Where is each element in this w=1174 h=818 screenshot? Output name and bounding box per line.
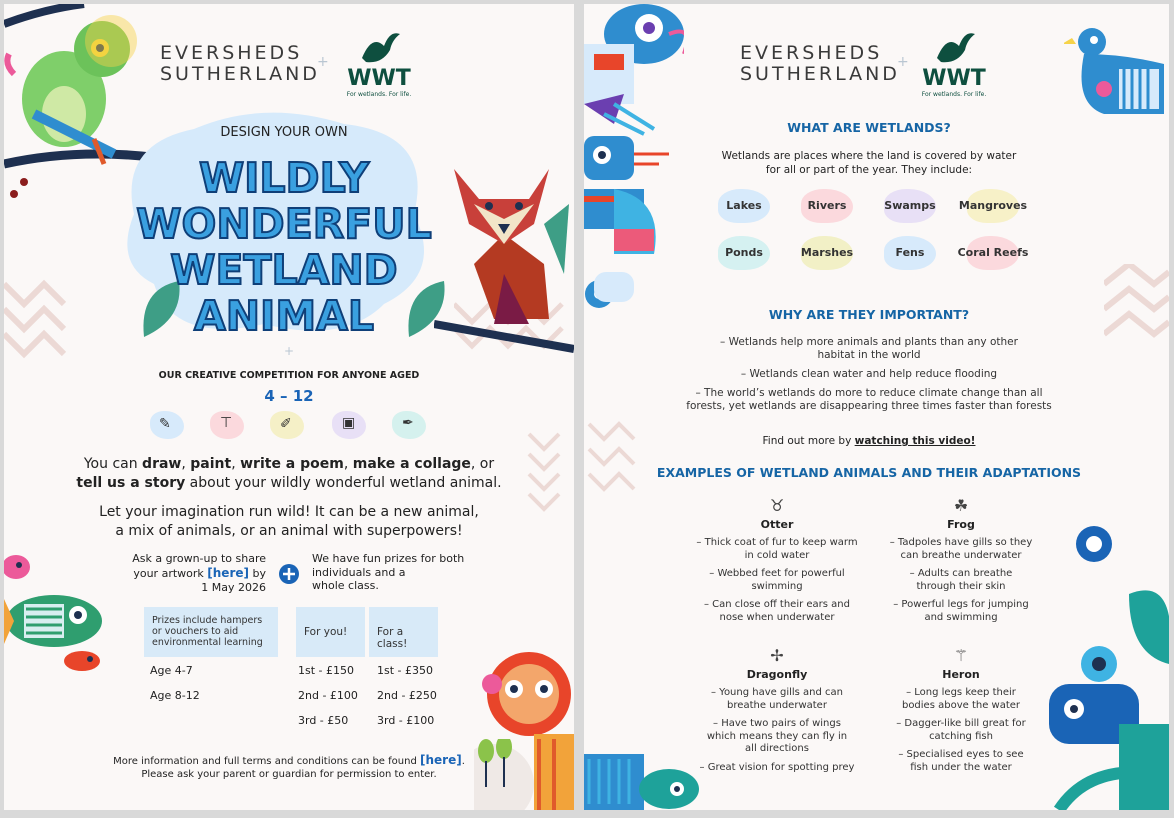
plus-separator: + [317, 54, 329, 70]
fish-illustration [4, 549, 114, 679]
table-cell-class: 1st - £350 [377, 664, 433, 677]
imagination-line-2: a mix of animals, or an animal with superpowers! [115, 523, 463, 539]
share-mid: your artwork [133, 567, 208, 580]
table-cell-you: 3rd - £50 [298, 714, 349, 727]
eversheds-line1: EVERSHEDS [740, 42, 883, 64]
why-list [669, 336, 1069, 419]
animal-card-dragonfly [687, 646, 867, 780]
animal-fact [687, 687, 867, 712]
wetland-type [948, 199, 1038, 212]
fact-line: bodies above the water [901, 699, 1021, 711]
pen-icon: ✐ [280, 416, 292, 432]
title-line-2: WONDERFUL [136, 200, 432, 248]
animal-fact [871, 568, 1051, 593]
intro-sep: , or [470, 456, 495, 472]
eversheds-line2: SUTHERLAND [740, 63, 900, 85]
intro-sep: , [231, 456, 241, 472]
fact-line: can breathe underwater [900, 549, 1022, 561]
wetland-label: Swamps [884, 199, 936, 212]
imagination-line-1: Let your imagination run wild! It can be a new animal, [99, 504, 479, 520]
animal-fact [687, 537, 867, 562]
animal-fact [871, 687, 1051, 712]
otter-icon: ♉ [769, 496, 785, 515]
footer-line-1 [84, 754, 494, 768]
info-page [584, 4, 1169, 810]
intro-draw: draw [142, 456, 182, 472]
zigzag-decoration [1104, 264, 1169, 354]
prizes-text [312, 552, 482, 593]
why-item [669, 387, 1069, 413]
activity-icons [150, 411, 430, 443]
fact-line: in cold water [744, 549, 810, 561]
intro-paragraph [64, 455, 514, 493]
fact-line: fish under the water [910, 761, 1012, 773]
fact-line: – Webbed feet for powerful [709, 568, 845, 579]
wetland-type [865, 199, 955, 212]
wetland-type [699, 199, 789, 212]
collage-icon: ▣ [342, 415, 356, 431]
table-head-class: For a class! [369, 607, 438, 657]
peacock-feather-illustration [1049, 514, 1169, 810]
dragonfly-icon: ✢ [770, 646, 784, 665]
plus-separator: + [897, 54, 909, 70]
intro-sep: , [343, 456, 353, 472]
why-item-line: – Wetlands clean water and help reduce flooding [740, 368, 998, 380]
share-line-2 [124, 566, 266, 581]
animal-facts [871, 687, 1051, 774]
pencil-icon: ✎ [159, 416, 171, 432]
what-text [669, 149, 1069, 177]
fact-line: which means they can fly in [706, 730, 848, 742]
poster-footer [84, 754, 494, 781]
wetland-type [948, 246, 1038, 259]
wetland-label: Rivers [807, 199, 847, 212]
terms-link[interactable]: [here] [419, 753, 462, 767]
zigzag-decoration [4, 274, 74, 374]
wetland-label: Ponds [725, 246, 763, 259]
animal-fact [871, 537, 1051, 562]
find-text: Find out more by [762, 435, 855, 447]
why-item-line: – Wetlands help more animals and plants than any other [720, 336, 1018, 348]
animal-name: Heron [942, 668, 980, 681]
poster-page [4, 4, 574, 810]
fact-line: – Have two pairs of wings [713, 718, 841, 729]
animal-fact [871, 749, 1051, 774]
intro-sep: , [181, 456, 191, 472]
animal-fact [687, 599, 867, 624]
wwt-tagline: For wetlands. For life. [921, 91, 987, 98]
table-cell-age: Age 4-7 [150, 664, 193, 677]
intro-collage: make a collage [352, 456, 471, 472]
eversheds-line1: EVERSHEDS [160, 42, 303, 64]
animal-facts [871, 537, 1051, 624]
wetland-label: Coral Reefs [957, 246, 1029, 259]
fact-line: breathe underwater [727, 699, 827, 711]
fact-line: through their skin [916, 580, 1006, 592]
why-item [669, 368, 1069, 381]
frog-icon: ☘ [953, 496, 969, 515]
intro-text-end: about your wildly wonderful wetland animal. [185, 475, 502, 491]
share-text [124, 552, 266, 595]
why-title: WHY ARE THEY IMPORTANT? [768, 307, 970, 322]
prizes-line-2: individuals and a [312, 565, 406, 579]
share-line-1: Ask a grown-up to share [132, 552, 266, 565]
table-cell-class: 3rd - £100 [377, 714, 435, 727]
peacock-illustration [1064, 24, 1169, 124]
footer-line-2: Please ask your parent or guardian for permission to enter. [141, 769, 437, 780]
animal-card-frog [871, 496, 1051, 630]
video-link[interactable]: watching this video! [854, 435, 976, 447]
eversheds-line2: SUTHERLAND [160, 63, 320, 85]
table-cell-you: 2nd - £100 [298, 689, 358, 702]
title-line-1: WILDLY [198, 154, 370, 202]
title-line-4: ANIMAL [194, 292, 374, 340]
crane-icon [929, 28, 979, 66]
fact-line: all directions [745, 743, 809, 754]
animal-name: Dragonfly [746, 668, 808, 681]
fact-line: nose when underwater [719, 611, 835, 623]
why-item-line: habitat in the world [817, 349, 921, 361]
examples-title: EXAMPLES OF WETLAND ANIMALS AND THEIR ADAPTATIONS [656, 465, 1082, 480]
fact-line: – Young have gills and can [710, 687, 844, 698]
age-range: 4 – 12 [264, 387, 314, 405]
fox-illustration [434, 164, 574, 364]
fact-line: – Adults can breathe [909, 568, 1013, 579]
wwt-wordmark: WWT [347, 66, 411, 91]
animal-fact [687, 762, 867, 775]
paint-roller-icon: ⊤ [220, 415, 233, 431]
footer-end: . [461, 756, 465, 767]
plus-circle-icon [278, 563, 300, 585]
wetland-type [782, 246, 872, 259]
wwt-logo [919, 28, 989, 98]
fact-line: – Can close off their ears and [703, 599, 850, 610]
eversheds-logo [740, 43, 900, 85]
eversheds-logo [160, 43, 320, 85]
intro-story: tell us a story [76, 475, 186, 491]
animal-fact [871, 718, 1051, 743]
animal-facts [687, 537, 867, 624]
fact-line: – Long legs keep their [906, 687, 1016, 698]
animal-card-otter [687, 496, 867, 630]
fact-line: – Great vision for spotting prey [699, 761, 855, 773]
lizard-illustration [584, 734, 704, 810]
what-line-1: Wetlands are places where the land is covered by water [721, 150, 1017, 162]
animal-fact [871, 599, 1051, 624]
wwt-logo [344, 28, 414, 98]
title-line-3: WETLAND [170, 246, 398, 294]
sun-decoration [84, 14, 139, 69]
prizes-line-1: We have fun prizes for both [312, 552, 465, 565]
animal-card-heron [871, 646, 1051, 780]
why-item [669, 336, 1069, 362]
fact-line: – Tadpoles have gills so they [889, 537, 1033, 548]
what-line-2: for all or part of the year. They include: [765, 164, 973, 176]
hatch-decoration [524, 424, 574, 514]
wetland-type [699, 246, 789, 259]
poster-kicker: DESIGN YOUR OWN [220, 125, 348, 140]
share-deadline: 1 May 2026 [201, 581, 266, 594]
why-item-line: forests, yet wetlands are disappearing three times faster than forests [686, 400, 1052, 412]
poster-title [134, 155, 434, 339]
intro-paint: paint [190, 456, 232, 472]
wetland-label: Marshes [800, 246, 854, 259]
wetland-type [782, 199, 872, 212]
table-head-you: For you! [296, 607, 365, 657]
plus-separator: + [284, 344, 295, 358]
fact-line: and swimming [924, 611, 998, 623]
intro-text: You can [83, 456, 143, 472]
animal-fact [687, 568, 867, 593]
find-out-more [669, 435, 1069, 447]
prizes-line-3: whole class. [312, 579, 379, 592]
competition-text: OUR CREATIVE COMPETITION FOR ANYONE AGED [158, 370, 420, 381]
share-post: by [249, 567, 266, 580]
crane-icon [354, 28, 404, 66]
fact-line: swimming [751, 580, 803, 592]
fact-line: – Specialised eyes to see [898, 749, 1024, 760]
wetland-label: Lakes [726, 199, 762, 212]
fact-line: – Thick coat of fur to keep warm [696, 537, 858, 548]
animal-name: Otter [760, 518, 794, 531]
wetland-type [865, 246, 955, 259]
intro-poem: write a poem [240, 456, 344, 472]
table-head-prizes: Prizes include hampers or vouchers to aid environmental learning [144, 607, 278, 657]
table-cell-age: Age 8-12 [150, 689, 200, 702]
why-item-line: – The world’s wetlands do more to reduce climate change than all [695, 387, 1043, 399]
fact-line: catching fish [929, 730, 993, 742]
what-title: WHAT ARE WETLANDS? [787, 120, 951, 135]
footer-text: More information and full terms and conditions can be found [113, 756, 420, 767]
heron-icon: ⚚ [953, 646, 969, 665]
animal-fact [687, 718, 867, 756]
animal-facts [687, 687, 867, 774]
table-cell-you: 1st - £150 [298, 664, 354, 677]
wwt-wordmark: WWT [922, 66, 986, 91]
table-cell-class: 2nd - £250 [377, 689, 437, 702]
fact-line: – Dagger-like bill great for [896, 718, 1026, 729]
wetland-label: Mangroves [958, 199, 1028, 212]
hatch-decoration [584, 414, 644, 494]
wetland-label: Fens [895, 246, 925, 259]
quill-icon: ✒ [402, 415, 414, 431]
fact-line: – Powerful legs for jumping [893, 599, 1029, 610]
wwt-tagline: For wetlands. For life. [346, 91, 412, 98]
imagination-paragraph [64, 503, 514, 541]
share-artwork-link[interactable]: [here] [207, 566, 249, 580]
animal-name: Frog [947, 518, 975, 531]
